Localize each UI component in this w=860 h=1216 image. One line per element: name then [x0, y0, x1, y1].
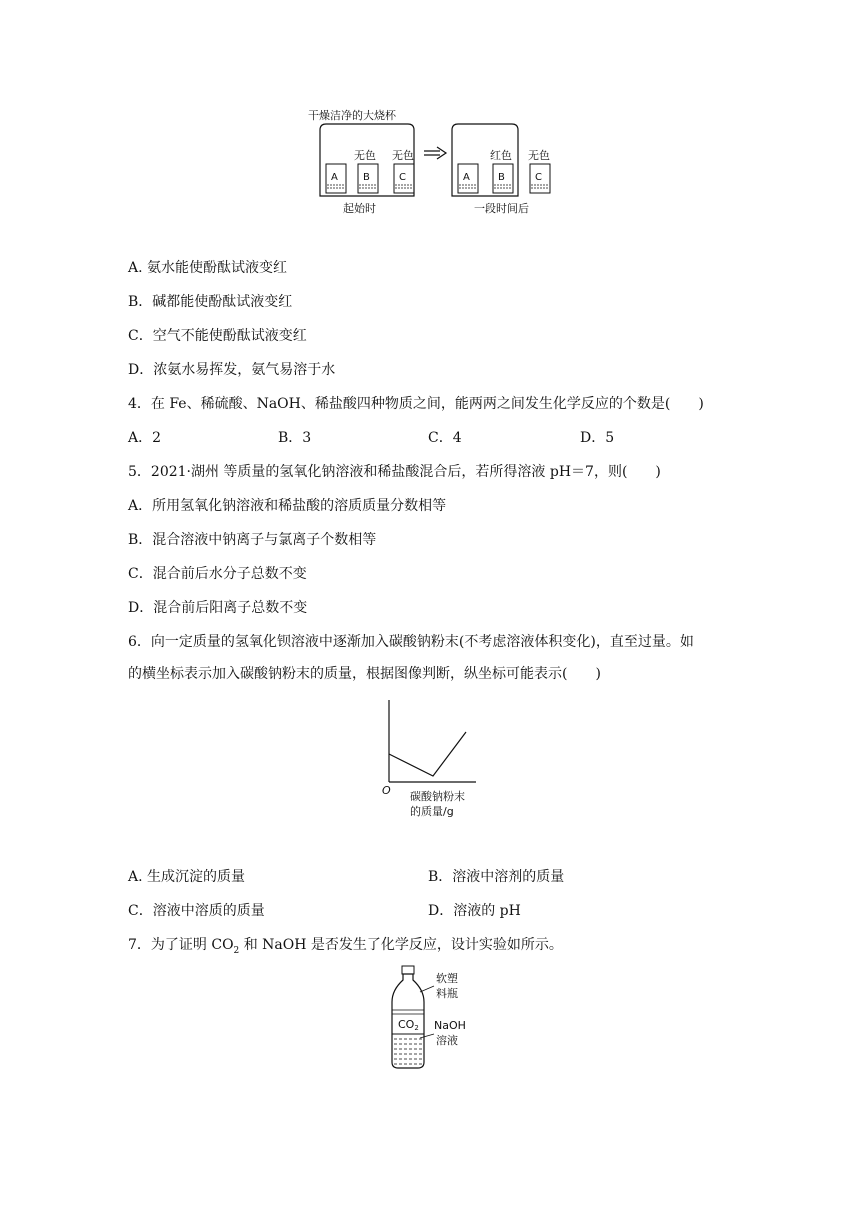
q6-option-b: B．溶液中溶剂的质量	[428, 869, 565, 885]
q6-option-a: A. 生成沉淀的质量	[128, 869, 246, 885]
q4-option-c: C．4	[428, 430, 462, 446]
bottle-cap	[402, 966, 414, 974]
big-beaker-label: 干燥洁净的大烧杯	[308, 109, 396, 122]
q4-option-b: B．3	[278, 430, 312, 446]
q6-option-d: D．溶液的 pH	[428, 903, 521, 919]
caption-start: 起始时	[343, 202, 376, 215]
bottle-label-1: 软塑	[436, 972, 458, 985]
co2-label: CO2	[398, 1018, 419, 1032]
q3-option-c: C．空气不能使酚酞试液变红	[128, 328, 307, 344]
naoh-label-1: NaOH	[434, 1019, 466, 1032]
svg-text:B: B	[498, 172, 505, 183]
graph-xlabel-1: 碳酸钠粉末	[410, 790, 465, 803]
c-color-after: 无色	[528, 149, 550, 162]
beaker-diagram	[300, 100, 570, 218]
q5-stem: 5．2021·湖州 等质量的氢氧化钠溶液和稀盐酸混合后，若所得溶液 pH＝7，则( )	[128, 464, 661, 480]
q7-stem: 7．为了证明 $CO_2$ 和 NaOH 是否发生了化学反应，设计实验如所示。	[128, 937, 563, 956]
c-color-start: 无色	[392, 149, 414, 162]
q5-option-a: A．所用氢氧化钠溶液和稀盐酸的溶质质量分数相等	[128, 498, 447, 514]
q6-option-c: C．溶液中溶质的质量	[128, 903, 265, 919]
b-color-start: 无色	[354, 149, 376, 162]
svg-text:B: B	[363, 172, 370, 183]
q6-stem-line1: 6．向一定质量的氢氧化钡溶液中逐渐加入碳酸钠粉末(不考虑溶液体积变化)，直至过量。如	[128, 634, 694, 650]
graph-xlabel-2: 的质量/g	[410, 805, 454, 818]
b-color-after: 红色	[490, 149, 512, 162]
q5-option-b: B．混合溶液中钠离子与氯离子个数相等	[128, 532, 377, 548]
q3-option-b: B．碱都能使酚酞试液变红	[128, 294, 293, 310]
arrow-icon	[424, 147, 446, 159]
q3-option-d: D．浓氨水易挥发，氨气易溶于水	[128, 362, 336, 378]
q4-stem: 4．在 Fe、稀硫酸、NaOH、稀盐酸四种物质之间，能两两之间发生化学反应的个数是( )	[128, 396, 704, 412]
q7-bottle-diagram	[384, 964, 484, 1072]
q6-graph	[376, 694, 486, 824]
q3-option-a: A. 氨水能使酚酞试液变红	[128, 260, 288, 276]
q4-option-d: D．5	[580, 430, 615, 446]
svg-text:C: C	[399, 172, 406, 183]
svg-text:A: A	[463, 172, 470, 183]
q5-option-d: D．混合前后阳离子总数不变	[128, 600, 308, 616]
svg-text:C: C	[535, 172, 542, 183]
q5-option-c: C．混合前后水分子总数不变	[128, 566, 307, 582]
graph-line	[389, 732, 466, 776]
naoh-label-2: 溶液	[436, 1034, 458, 1047]
svg-text:A: A	[331, 172, 338, 183]
bottle-label-2: 料瓶	[436, 987, 458, 1000]
q4-option-a: A．2	[128, 430, 162, 446]
caption-after: 一段时间后	[474, 202, 529, 215]
graph-origin: O	[382, 784, 391, 797]
q6-stem-line2: 的横坐标表示加入碳酸钠粉末的质量，根据图像判断，纵坐标可能表示( )	[128, 666, 601, 682]
